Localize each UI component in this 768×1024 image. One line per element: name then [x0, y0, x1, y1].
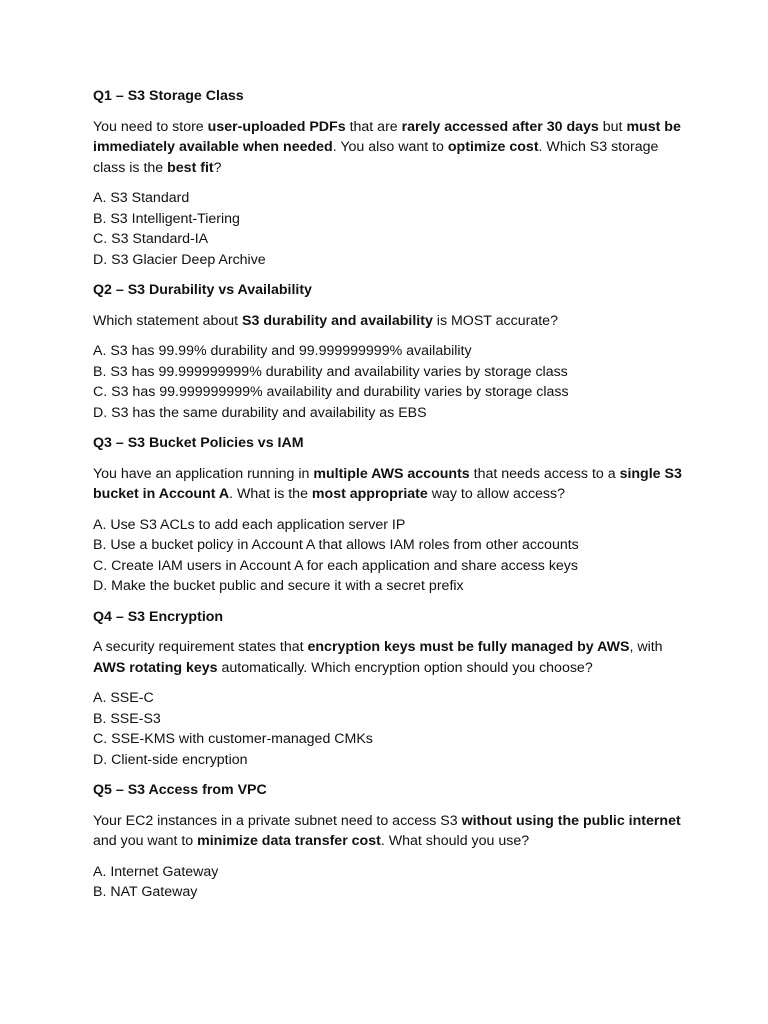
question-title: Q2 – S3 Durability vs Availability [93, 282, 312, 298]
answer-option: B. S3 Intelligent-Tiering [93, 210, 240, 227]
answer-options [93, 862, 688, 903]
answer-options [93, 188, 688, 270]
body-text: , with [629, 639, 663, 655]
body-text: . What is the [229, 486, 312, 502]
answer-option: A. Internet Gateway [93, 863, 219, 880]
answer-option: C. S3 has 99.999999999% availability and durability varies by storage class [93, 384, 569, 400]
body-text: but [598, 118, 627, 135]
question-2 [93, 280, 688, 423]
question-text [93, 117, 688, 179]
answer-option: C. Create IAM users in Account A for each application and share access keys [93, 557, 578, 574]
body-text: that are [345, 118, 402, 135]
body-text: You have an application running in [93, 465, 314, 482]
emphasis-text: user-uploaded PDFs [207, 118, 346, 135]
emphasis-text: minimize data transfer cost [197, 833, 381, 849]
answer-option: C. SSE-KMS with customer-managed CMKs [93, 731, 373, 747]
emphasis-text: AWS rotating keys [93, 659, 218, 676]
body-text: is MOST accurate? [432, 312, 558, 329]
answer-option: D. S3 has the same durability and availability as EBS [93, 404, 427, 421]
body-text: way to allow access? [427, 486, 566, 502]
body-text: Which statement about [93, 312, 243, 329]
answer-options [93, 688, 688, 770]
emphasis-text: without using the public internet [461, 812, 681, 829]
question-title: Q1 – S3 Storage Class [93, 88, 244, 104]
answer-option: D. Client-side encryption [93, 751, 248, 768]
emphasis-text: best fit [167, 159, 214, 176]
answer-options [93, 341, 688, 423]
emphasis-text: rarely accessed after 30 days [401, 118, 599, 135]
question-3 [93, 433, 688, 597]
answer-option: B. NAT Gateway [93, 884, 198, 900]
answer-option: A. S3 Standard [93, 190, 190, 206]
answer-options [93, 515, 688, 597]
body-text: You need to store [93, 118, 208, 135]
question-title: Q4 – S3 Encryption [93, 608, 224, 625]
question-title: Q3 – S3 Bucket Policies vs IAM [93, 435, 304, 451]
question-text [93, 311, 688, 332]
emphasis-text: S3 durability and availability [242, 312, 433, 329]
body-text: Your EC2 instances in a private subnet need to access S3 [93, 812, 462, 829]
emphasis-text: most appropriate [311, 486, 428, 502]
question-text [93, 811, 688, 852]
emphasis-text: multiple AWS accounts [313, 465, 470, 482]
body-text: . What should you use? [380, 833, 530, 849]
answer-option: D. Make the bucket public and secure it with a secret prefix [93, 578, 464, 594]
emphasis-text: must be immediately available when needed [93, 118, 681, 155]
answer-option: B. S3 has 99.999999999% durability and availability varies by storage class [93, 363, 568, 380]
answer-option: A. SSE-C [93, 690, 154, 706]
answer-option: B. SSE-S3 [93, 710, 161, 727]
question-title: Q5 – S3 Access from VPC [93, 782, 267, 798]
body-text: that needs access to a [469, 465, 620, 482]
body-text: A security requirement states that [93, 639, 308, 655]
body-text: ? [213, 159, 222, 176]
answer-option: A. S3 has 99.99% durability and 99.999999999% availability [93, 343, 472, 359]
body-text: automatically. Which encryption option should you choose? [217, 659, 593, 676]
body-text: and you want to [93, 833, 198, 849]
emphasis-text: optimize cost [447, 139, 539, 155]
question-5 [93, 780, 688, 903]
answer-option: B. Use a bucket policy in Account A that allows IAM roles from other accounts [93, 537, 579, 553]
question-text [93, 637, 688, 678]
answer-option: A. Use S3 ACLs to add each application server IP [93, 516, 406, 533]
question-4 [93, 607, 688, 771]
answer-option: D. S3 Glacier Deep Archive [93, 251, 266, 268]
body-text: . You also want to [332, 139, 448, 155]
question-text [93, 464, 688, 505]
emphasis-text: encryption keys must be fully managed by AWS [307, 639, 630, 655]
answer-option: C. S3 Standard-IA [93, 231, 209, 247]
body-text: . Which S3 storage class is the [93, 139, 659, 176]
emphasis-text: single S3 bucket in Account A [93, 465, 682, 502]
question-1 [93, 86, 688, 270]
